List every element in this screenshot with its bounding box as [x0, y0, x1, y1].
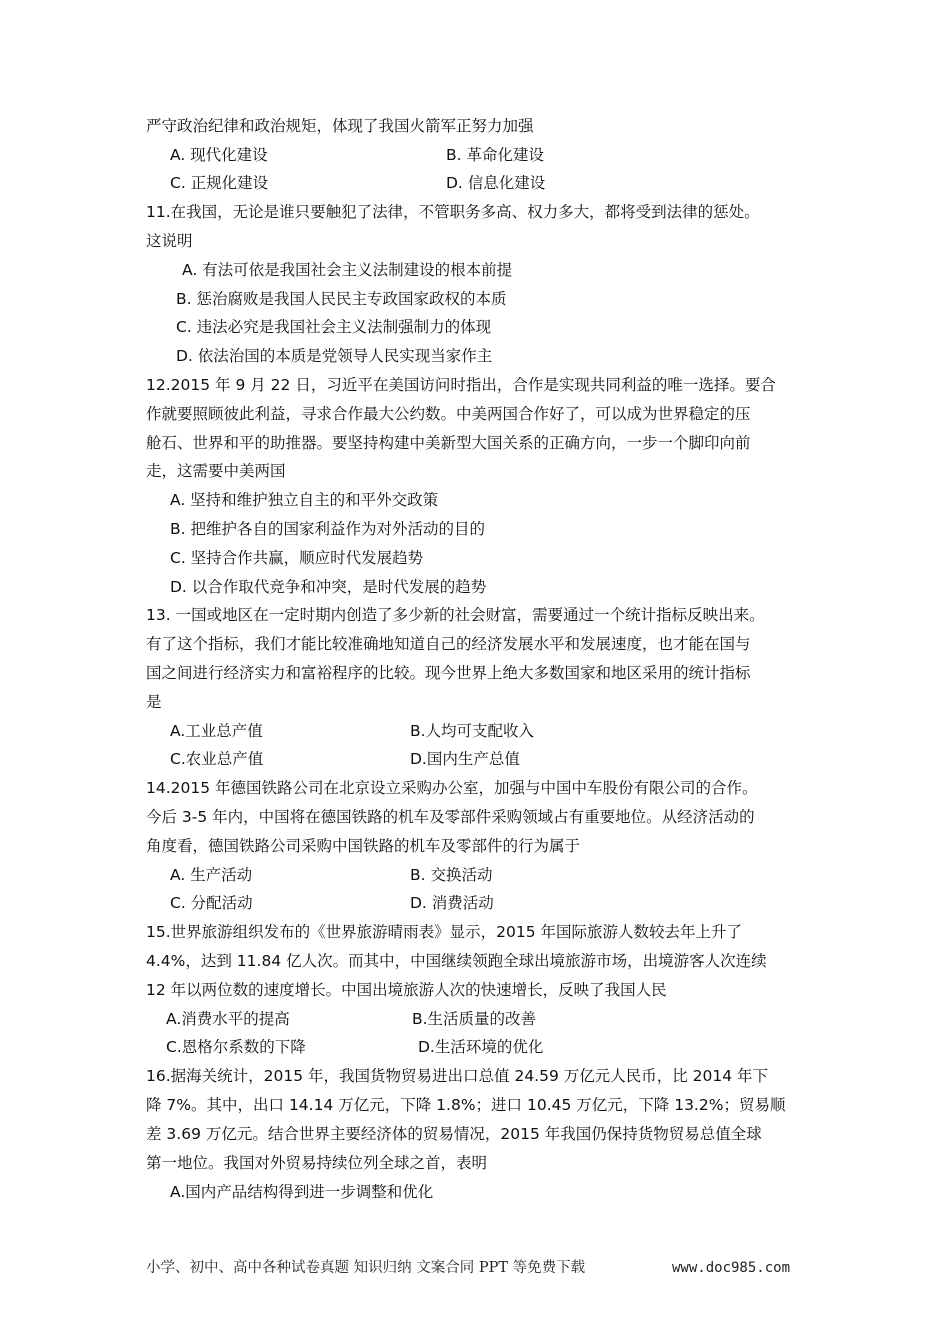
q13-option-b: B.人均可支配收入 — [410, 722, 535, 740]
q12-stem-line-2: 作就要照顾彼此利益，寻求合作最大公约数。中美两国合作好了，可以成为世界稳定的压 — [146, 405, 751, 423]
q10-option-d: D. 信息化建设 — [446, 174, 546, 192]
q10-option-a: A. 现代化建设 — [170, 146, 268, 164]
q15-stem-line-3: 12 年以两位数的速度增长。中国出境旅游人次的快速增长，反映了我国人民 — [146, 981, 667, 999]
q13-option-c: C.农业总产值 — [170, 750, 264, 768]
q14-stem-line-2: 今后 3-5 年内，中国将在德国铁路的机车及零部件采购领域占有重要地位。从经济活动的 — [146, 808, 755, 826]
q16-stem-line-2: 降 7%。其中，出口 14.14 万亿元，下降 1.8%；进口 10.45 万亿元，下降 13.2%；贸易顺 — [146, 1096, 786, 1114]
q14-stem-line-1: 14.2015 年德国铁路公司在北京设立采购办公室，加强与中国中车股份有限公司的合作。 — [146, 779, 758, 797]
q12-stem-line-4: 走，这需要中美两国 — [146, 462, 286, 480]
q11-option-c: C. 违法必究是我国社会主义法制强制力的体现 — [176, 318, 492, 336]
q12-stem-line-3: 舱石、世界和平的助推器。要坚持构建中美新型大国关系的正确方向，一步一个脚印向前 — [146, 434, 751, 452]
q15-option-c: C.恩格尔系数的下降 — [166, 1038, 306, 1056]
q15-stem-line-2: 4.4%，达到 11.84 亿人次。而其中，中国继续领跑全球出境旅游市场，出境游客人次连续 — [146, 952, 767, 970]
q14-stem-line-3: 角度看，德国铁路公司采购中国铁路的机车及零部件的行为属于 — [146, 837, 581, 855]
q10-option-b: B. 革命化建设 — [446, 146, 544, 164]
q12-option-a: A. 坚持和维护独立自主的和平外交政策 — [170, 491, 439, 509]
q12-option-d: D. 以合作取代竞争和冲突，是时代发展的趋势 — [170, 578, 487, 596]
q13-option-d: D.国内生产总值 — [410, 750, 520, 768]
footer-site-link[interactable]: www.doc985.com — [672, 1260, 791, 1276]
q15-option-b: B.生活质量的改善 — [412, 1010, 537, 1028]
page-footer — [146, 1258, 846, 1278]
q16-stem-line-1: 16.据海关统计，2015 年，我国货物贸易进出口总值 24.59 万亿元人民币，比 2014 年下 — [146, 1067, 769, 1085]
q10-option-c: C. 正规化建设 — [170, 174, 269, 192]
q13-stem-line-3: 国之间进行经济实力和富裕程序的比较。现今世界上绝大多数国家和地区采用的统计指标 — [146, 664, 751, 682]
q13-stem-line-2: 有了这个指标，我们才能比较准确地知道自己的经济发展水平和发展速度，也才能在国与 — [146, 635, 751, 653]
q11-option-a: A. 有法可依是我国社会主义法制建设的根本前提 — [182, 261, 513, 279]
q16-stem-line-3: 差 3.69 万亿元。结合世界主要经济体的贸易情况，2015 年我国仍保持货物贸易总值全球 — [146, 1125, 762, 1143]
q12-option-c: C. 坚持合作共赢，顺应时代发展趋势 — [170, 549, 424, 567]
footer-text: 小学、初中、高中各种试卷真题 知识归纳 文案合同 PPT 等免费下载 — [146, 1260, 586, 1276]
q16-stem-line-4: 第一地位。我国对外贸易持续位列全球之首，表明 — [146, 1154, 488, 1172]
q13-stem-line-4: 是 — [146, 693, 162, 711]
q11-option-b: B. 惩治腐败是我国人民民主专政国家政权的本质 — [176, 290, 507, 308]
q13-option-a: A.工业总产值 — [170, 722, 263, 740]
q11-stem-line-1: 11.在我国，无论是谁只要触犯了法律，不管职务多高、权力多大，都将受到法律的惩处。 — [146, 203, 760, 221]
q15-stem-line-1: 15.世界旅游组织发布的《世界旅游晴雨表》显示，2015 年国际旅游人数较去年上升了 — [146, 923, 743, 941]
q14-option-d: D. 消费活动 — [410, 894, 494, 912]
q10-stem-tail: 严守政治纪律和政治规矩，体现了我国火箭军正努力加强 — [146, 117, 534, 135]
q15-option-d: D.生活环境的优化 — [418, 1038, 544, 1056]
q12-stem-line-1: 12.2015 年 9 月 22 日，习近平在美国访问时指出，合作是实现共同利益的唯一选择。要合 — [146, 376, 776, 394]
q14-option-c: C. 分配活动 — [170, 894, 253, 912]
q12-option-b: B. 把维护各自的国家利益作为对外活动的目的 — [170, 520, 485, 538]
q16-option-a: A.国内产品结构得到进一步调整和优化 — [170, 1183, 434, 1201]
q11-option-d: D. 依法治国的本质是党领导人民实现当家作主 — [176, 347, 493, 365]
q14-option-b: B. 交换活动 — [410, 866, 493, 884]
q13-stem-line-1: 13. 一国或地区在一定时期内创造了多少新的社会财富，需要通过一个统计指标反映出来。 — [146, 606, 765, 624]
q15-option-a: A.消费水平的提高 — [166, 1010, 290, 1028]
q11-stem-line-2: 这说明 — [146, 232, 193, 250]
q14-option-a: A. 生产活动 — [170, 866, 253, 884]
